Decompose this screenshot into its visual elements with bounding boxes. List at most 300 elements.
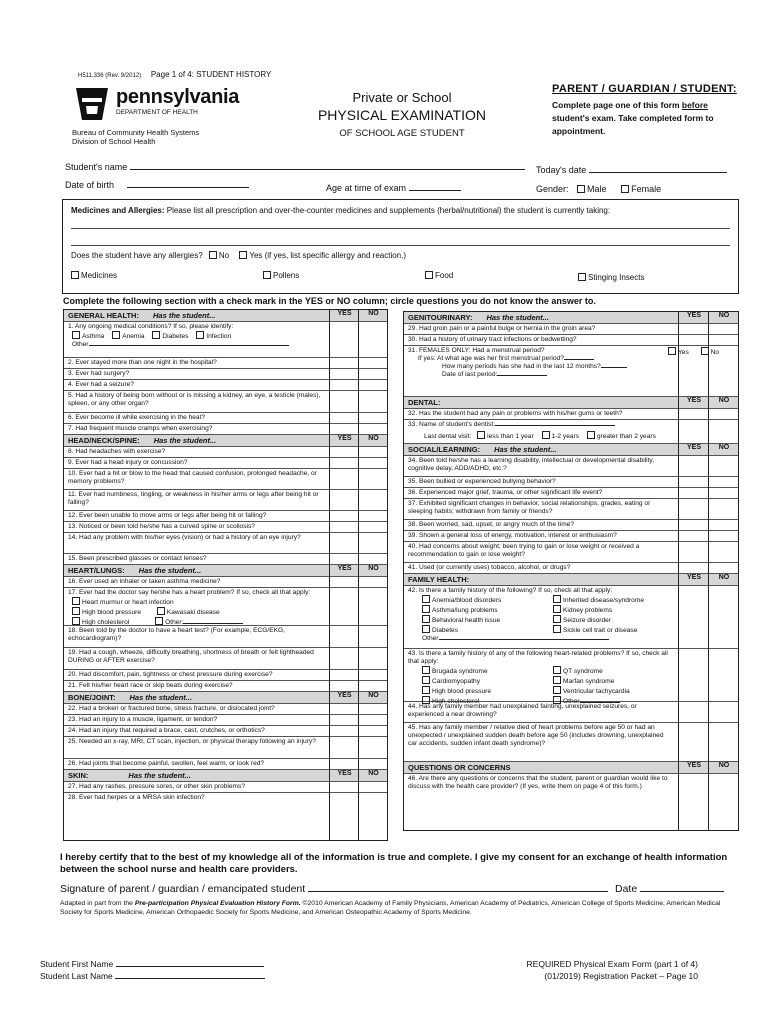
q43-r2: Marfan syndrome (563, 678, 615, 685)
age-label: Age at time of exam (326, 183, 407, 193)
q25-row (64, 737, 387, 759)
dob-input[interactable] (127, 187, 249, 188)
skin-label: SKIN: (68, 771, 89, 780)
q42-r1-checkbox[interactable] (553, 595, 561, 603)
allergy-medicines (71, 271, 117, 280)
q35-row (404, 477, 738, 488)
q32-row (404, 409, 738, 420)
q4-row (64, 380, 387, 391)
geni-header (404, 312, 738, 324)
q13-text: 13. Noticed or been told he/she has a curved spine or scoliosis? (68, 523, 255, 530)
allergies-q-text: Does the student have any allergies? (71, 251, 203, 260)
medicines-checkbox[interactable] (71, 271, 79, 279)
q16-row (64, 577, 387, 588)
q33-b: 1-2 years (551, 433, 580, 440)
q24-row (64, 726, 387, 737)
dob-field (65, 180, 249, 190)
instructions: Complete the following section with a check mark in the YES or NO column; circle questions you do not know the answer to. (63, 296, 596, 306)
q12-text: 12. Ever been unable to move arms or legs after being hit or falling? (68, 512, 267, 519)
q42-r4-checkbox[interactable] (553, 625, 561, 633)
q40-text: 40. Had concerns about weight; been trying to gain or lose weight or received a recommendation to gain or lose weight? (408, 543, 640, 558)
q1-infection: Infection (206, 333, 232, 340)
insects-label: Stinging Insects (588, 273, 645, 282)
q6-text: 6. Ever become ill while exercising in the heat? (68, 414, 206, 421)
q18-text: 18. Been told by the doctor to have a heart test? (For example, ECG/EKG, echocardiogram)? (68, 627, 285, 642)
family-header (404, 574, 738, 586)
q17-b-checkbox[interactable] (72, 607, 80, 615)
q43-r3: Ventricular tachycardia (563, 688, 630, 695)
q36-text: 36. Experienced major grief, trauma, or other significant life event? (408, 489, 603, 496)
q43-l3-checkbox[interactable] (422, 686, 430, 694)
allergy-insects (578, 273, 644, 282)
medicines-allergies-box (62, 199, 739, 294)
adapted-rest: ©2010 American Academy of Family Physicians, American Academy of Pediatrics, American College of Sports Medicine, American Medical Society for Sports Medicine, American Orthopaedic Society for Sports Medicine, and American Osteopathic Academy of Sports Medicine. (60, 900, 721, 916)
q42-l2-checkbox[interactable] (422, 605, 430, 613)
yes-col-header: YES (678, 397, 709, 408)
q41-text: 41. Used (or currently uses) tobacco, alcohol, or drugs? (408, 564, 571, 571)
allergy-no-checkbox[interactable] (209, 251, 217, 259)
q43-l2: Cardiomyopathy (432, 678, 481, 685)
q1-label: 1. Any ongoing medical conditions? If so, please identify: (68, 323, 234, 330)
yes-col-header: YES (678, 312, 709, 323)
yes-col-header: YES (329, 565, 359, 576)
meds-line-1[interactable] (71, 228, 730, 229)
q5-text: 5. Had a history of being born without or is missing a kidney, an eye, a testicle (males), spleen, or any other organ? (68, 392, 321, 407)
no-col-header: NO (358, 310, 388, 321)
q33-b-checkbox[interactable] (542, 431, 550, 439)
general-health-header (64, 310, 387, 322)
dob-label: Date of birth (65, 180, 115, 190)
no-col-header: NO (708, 312, 739, 323)
q31-text (408, 347, 734, 379)
q34-row (404, 456, 738, 477)
q5-row (64, 391, 387, 413)
q35-text: 35. Been bullied or experienced bullying behavior? (408, 478, 556, 485)
q1-other-input[interactable] (89, 345, 289, 346)
q31-b-input[interactable] (601, 367, 627, 368)
q33-c-checkbox[interactable] (587, 431, 595, 439)
general-health-label: GENERAL HEALTH: (68, 311, 139, 320)
q20-text: 20. Had discomfort, pain, tightness or chest pressure during exercise? (68, 671, 273, 678)
todays-date-field (536, 165, 727, 175)
no-col-header: NO (708, 444, 739, 455)
yes-col-header: YES (329, 770, 359, 781)
footer-form-name: REQUIRED Physical Exam Form (part 1 of 4) (526, 959, 698, 969)
q28-text: 28. Ever had herpes or a MRSA skin infection? (68, 794, 205, 801)
q17-e: Other: (165, 619, 184, 626)
logo-name: pennsylvania (116, 86, 240, 108)
q44-row (404, 702, 738, 723)
left-question-table (63, 309, 388, 841)
q43-text (408, 650, 674, 705)
bureau-line2: Division of School Health (72, 137, 156, 146)
meds-prompt (71, 206, 610, 215)
q31-yes-checkbox[interactable] (668, 347, 676, 355)
q43-row (404, 649, 738, 705)
q42-l4: Diabetes (432, 627, 459, 634)
male-label: Male (587, 184, 607, 194)
age-input[interactable] (409, 190, 461, 191)
form-code (78, 70, 271, 79)
q34-text: 34. Been told he/she has a learning disability, intellectual or developmental disability, cognitive delay, ADD/ADHD, etc.? (408, 457, 655, 472)
title-line3: OF SCHOOL AGE STUDENT (339, 128, 465, 139)
q27-row (64, 782, 387, 793)
yes-col-line (678, 312, 679, 830)
bone-title (68, 693, 192, 702)
allergy-pollens (263, 271, 299, 280)
pgs-text1: Complete page one of this form (552, 100, 680, 110)
q42-r4: Sickle cell trait or disease (563, 627, 638, 634)
dental-title: DENTAL: (408, 398, 441, 407)
gender-label: Gender: (536, 184, 569, 194)
social-title (408, 445, 557, 454)
q23-row (64, 715, 387, 726)
skin-sub: Has the student... (128, 771, 191, 780)
q33-c: greater than 2 years (596, 433, 656, 440)
age-field (326, 183, 461, 193)
q42-l5: Other (422, 635, 439, 642)
q9-text: 9. Ever had a head injury or concussion? (68, 459, 188, 466)
q45-text: 45. Has any family member / relative died of heart problems before age 50 or had an unexpected / unexplained sudden death before age 50 (includes drowning, unexplained car accidents, sudden infant death syndrome)? (408, 724, 664, 747)
yes-col-header: YES (678, 444, 709, 455)
keystone-icon (72, 84, 112, 124)
q31-yes: Yes (678, 349, 689, 356)
q17-d-checkbox[interactable] (72, 617, 80, 625)
logo-dept: DEPARTMENT OF HEALTH (116, 109, 198, 116)
q24-text: 24. Had an injury that required a brace, cast, crutches, or orthotics? (68, 727, 265, 734)
q39-row (404, 531, 738, 542)
q42-r2: Kidney problems (563, 607, 613, 614)
signature-line (60, 883, 608, 895)
q22-row (64, 704, 387, 715)
bone-label: BONE/JOINT: (68, 693, 116, 702)
yes-col-line (329, 310, 330, 840)
q33-label: 33. Name of student's dentist: (408, 421, 496, 428)
q17-text (68, 589, 327, 627)
q17-e-checkbox[interactable] (155, 617, 163, 625)
q36-row (404, 488, 738, 499)
meds-label: Medicines and Allergies: (71, 206, 165, 215)
allergy-yes-label: Yes (if yes, list specific allergy and reaction.) (249, 251, 407, 260)
q1-anemia: Anemia (122, 333, 145, 340)
q8-text: 8. Had headaches with exercise? (68, 448, 166, 455)
q42-other-input[interactable] (439, 639, 609, 640)
q10-text: 10. Ever had a hit or blow to the head that caused confusion, prolonged headache, or memory problems? (68, 470, 317, 485)
head-header (64, 435, 387, 447)
q46-text: 46. Are there any questions or concerns that the student, parent or guardian would like to discuss with the health care provider? (If yes, write them on page 4 of this form.) (408, 775, 668, 790)
q1-row (64, 322, 387, 358)
social-sub: Has the student... (494, 445, 557, 454)
q43-l1-checkbox[interactable] (422, 666, 430, 674)
certification-statement: I hereby certify that to the best of my knowledge all of the information is true and complete. I give my consent for an exchange of health information between the school nurse and health care providers. (60, 852, 728, 875)
footer-first-name-label: Student First Name (40, 959, 114, 969)
q42-text (408, 587, 674, 645)
student-name-label: Student's name (65, 162, 128, 172)
adapted-title: Pre-participation Physical Evaluation History Form. (134, 900, 301, 907)
dental-header (404, 397, 738, 409)
q42-l3: Behavioral health issue (432, 617, 501, 624)
footer-first-name-input[interactable] (116, 966, 264, 967)
q8-row (64, 447, 387, 458)
footer-last-name-label: Student Last Name (40, 971, 113, 981)
q38-text: 38. Been worried, sad, upset, or angry much of the time? (408, 521, 575, 528)
q29-text: 29. Had groin pain or a painful bulge or hernia in the groin area? (408, 325, 596, 332)
q6-row (64, 413, 387, 424)
pollens-checkbox[interactable] (263, 271, 271, 279)
q31-b: How many periods has she had in the last 12 months? (442, 363, 601, 370)
general-health-title (68, 311, 216, 320)
q21-row (64, 681, 387, 692)
family-title: FAMILY HEALTH: (408, 575, 470, 584)
pgs-title: PARENT / GUARDIAN / STUDENT: (552, 83, 737, 95)
q43-l2-checkbox[interactable] (422, 676, 430, 684)
q26-row (64, 759, 387, 770)
q18-row (64, 626, 387, 648)
date-label: Date (615, 883, 638, 895)
title-line1: Private or School (352, 90, 452, 105)
social-header (404, 444, 738, 456)
q38-row (404, 520, 738, 531)
q21-text: 21. Felt his/her heart race or skip beats during exercise? (68, 682, 233, 689)
skin-title (68, 771, 191, 780)
q1-text (68, 323, 327, 349)
q43-l4: High cholesterol (432, 698, 480, 705)
q23-text: 23. Had an injury to a muscle, ligament, or tendon? (68, 716, 218, 723)
q45-row (404, 723, 738, 762)
q44-text: 44. Has any family member had unexplained fainting, unexplained seizures, or experienced a near drowning? (408, 703, 637, 718)
head-label: HEAD/NECK/SPINE: (68, 436, 140, 445)
heart-label: HEART/LUNGS: (68, 566, 125, 575)
q42-row (404, 586, 738, 649)
q11-row (64, 490, 387, 511)
q32-text: 32. Has the student had any pain or problems with his/her gums or teeth? (408, 410, 623, 417)
q11-text: 11. Ever had numbness, tingling, or weakness in his/her arms or legs after being hit or falling? (68, 491, 319, 506)
bone-sub: Has the student... (129, 693, 193, 702)
bone-header (64, 692, 387, 704)
pgs-text2: student's exam. Take completed form to (552, 113, 714, 123)
pollens-label: Pollens (273, 271, 300, 280)
pgs-text (552, 99, 742, 138)
q10-row (64, 469, 387, 490)
no-col-header: NO (708, 397, 739, 408)
q9-row (64, 458, 387, 469)
q17-c-checkbox[interactable] (157, 607, 165, 615)
q1-diabetes-checkbox[interactable] (152, 331, 160, 339)
allergy-yes-checkbox[interactable] (239, 251, 247, 259)
q31-a-input[interactable] (564, 359, 594, 360)
pgs-instructions (552, 83, 742, 138)
q17-label: 17. Ever had the doctor say he/she has a heart problem? If so, check all that apply: (68, 589, 311, 596)
no-col-header: NO (708, 762, 739, 773)
skin-header (64, 770, 387, 782)
pgs-text3: appointment. (552, 126, 606, 136)
q43-label: 43. Is there a family history of any of the following heart-related problems? If so, check all that apply: (408, 650, 668, 665)
q33-a-checkbox[interactable] (477, 431, 485, 439)
q42-l3-checkbox[interactable] (422, 615, 430, 623)
q43-l1: Brugada syndrome (432, 668, 488, 675)
q43-r1: QT syndrome (563, 668, 603, 675)
pa-health-logo (72, 84, 240, 124)
q31-label: 31. FEMALES ONLY: Had a menstrual period? (408, 347, 545, 354)
allergies-question (71, 251, 406, 260)
allergy-food (425, 271, 453, 280)
q12-row (64, 511, 387, 522)
social-label: SOCIAL/LEARNING: (408, 445, 481, 454)
q31-c: Date of last period: (442, 371, 498, 378)
q29-row (404, 324, 738, 335)
questions-title: QUESTIONS OR CONCERNS (408, 763, 511, 772)
signature-input[interactable] (308, 891, 608, 892)
q42-r2-checkbox[interactable] (553, 605, 561, 613)
q41-row (404, 563, 738, 574)
todays-date-label: Today's date (536, 165, 587, 175)
q42-l1-checkbox[interactable] (422, 595, 430, 603)
food-checkbox[interactable] (425, 271, 433, 279)
female-label: Female (631, 184, 662, 194)
q17-a: Heart murmur or heart infection (82, 599, 174, 606)
right-question-table (403, 311, 739, 831)
male-checkbox[interactable] (577, 185, 585, 193)
general-health-sub: Has the student... (152, 311, 216, 320)
q43-r3-checkbox[interactable] (553, 686, 561, 694)
q31-no: No (710, 349, 720, 356)
heart-sub: Has the student... (138, 566, 202, 575)
footer-packet: (01/2019) Registration Packet – Page 10 (544, 971, 698, 981)
head-sub: Has the student... (153, 436, 217, 445)
pgs-before: before (681, 100, 708, 110)
q43-r1-checkbox[interactable] (553, 666, 561, 674)
date-line (615, 883, 724, 895)
questions-header (404, 762, 738, 774)
q39-text: 39. Shown a general loss of energy, motivation, interest or enthusiasm? (408, 532, 617, 539)
q2-text: 2. Ever stayed more than one night in the hospital? (68, 359, 217, 366)
q42-l2: Asthma/lung problems (432, 607, 498, 614)
q1-asthma-checkbox[interactable] (72, 331, 80, 339)
q33-row (404, 420, 738, 444)
q33-a: less than 1 year (487, 433, 534, 440)
q37-row (404, 499, 738, 520)
q16-text: 16. Ever used an inhaler or taken asthma medicine? (68, 578, 221, 585)
q42-l4-checkbox[interactable] (422, 625, 430, 633)
q13-row (64, 522, 387, 533)
q19-text: 19. Had a cough, wheeze, difficulty breathing, shortness of breath or felt lightheaded DURING or AFTER exercise? (68, 649, 314, 664)
q33-text (408, 421, 734, 441)
no-col-header: NO (708, 574, 739, 585)
q40-row (404, 542, 738, 563)
q28-row (64, 793, 387, 803)
q42-l1: Anemia/blood disorders (432, 597, 502, 604)
female-checkbox[interactable] (621, 185, 629, 193)
q30-row (404, 335, 738, 346)
q1-anemia-checkbox[interactable] (112, 331, 120, 339)
yes-col-header: YES (678, 762, 709, 773)
no-col-header: NO (358, 565, 388, 576)
q17-other-input[interactable] (183, 623, 243, 624)
q46-row (404, 774, 738, 804)
form-title (302, 90, 502, 139)
q43-r4: Other (563, 698, 580, 705)
bureau-line1: Bureau of Community Health Systems (72, 128, 200, 137)
head-title (68, 436, 216, 445)
q17-a-checkbox[interactable] (72, 597, 80, 605)
form-code-text: H511.336 (Rev. 9/2012) (78, 73, 142, 79)
q42-label: 42. Is there a family history of the following? If so, check all that apply: (408, 587, 613, 594)
q4-text: 4. Ever had a seizure? (68, 381, 134, 388)
q42-r3-checkbox[interactable] (553, 615, 561, 623)
q2-row (64, 358, 387, 369)
q19-row (64, 648, 387, 670)
food-label: Food (435, 271, 454, 280)
q43-l3: High blood pressure (432, 688, 492, 695)
yes-col-header: YES (329, 310, 359, 321)
heart-title (68, 566, 201, 575)
student-name-field (65, 162, 525, 172)
geni-title (408, 313, 549, 322)
footer-last-name-input[interactable] (115, 978, 265, 979)
meds-line-2[interactable] (71, 245, 730, 246)
q30-text: 30. Had a history of urinary tract infections or bedwetting? (408, 336, 577, 343)
student-name-input[interactable] (130, 169, 525, 170)
q31-c-input[interactable] (497, 375, 547, 376)
q20-row (64, 670, 387, 681)
yes-col-header: YES (678, 574, 709, 585)
todays-date-input[interactable] (589, 172, 727, 173)
no-col-line (708, 312, 709, 830)
no-col-header: NO (358, 770, 388, 781)
q27-text: 27. Had any rashes, pressure sores, or other skin problems? (68, 783, 246, 790)
q15-row (64, 554, 387, 565)
allergy-no-label: No (218, 251, 230, 260)
geni-label: GENITOURINARY: (408, 313, 473, 322)
packet-footer (500, 958, 698, 982)
q22-text: 22. Had a broken or fractured bone, stress fracture, or dislocated joint? (68, 705, 275, 712)
medicines-label: Medicines (81, 271, 118, 280)
heart-header (64, 565, 387, 577)
q3-text: 3. Ever had surgery? (68, 370, 130, 377)
gender-field (536, 184, 661, 194)
page-label: Page 1 of 4: STUDENT HISTORY (150, 70, 272, 79)
q17-d: High cholesterol (82, 619, 130, 626)
q25-text: 25. Needed an x-ray, MRI, CT scan, injection, or physical therapy following an injury? (68, 738, 316, 745)
bureau-block (72, 128, 199, 146)
no-col-line (358, 310, 359, 840)
q33-last: Last dental visit: (424, 433, 472, 440)
insects-checkbox[interactable] (578, 273, 586, 281)
date-input[interactable] (640, 891, 724, 892)
q14-text: 14. Had any problem with his/her eyes (vision) or had a history of an eye injury? (68, 534, 301, 541)
q17-row (64, 588, 387, 626)
q37-text: 37. Exhibited significant changes in behavior, social relationships, grades, eating or sleeping habits; withdrawn from family or friends? (408, 500, 651, 515)
q31-row (404, 346, 738, 397)
student-name-footer (40, 958, 265, 982)
q17-c: Kawasaki disease (166, 609, 220, 616)
yes-col-header: YES (329, 435, 359, 446)
geni-sub: Has the student... (486, 313, 549, 322)
adapted-prefix: Adapted in part from the (60, 900, 133, 907)
q43-r2-checkbox[interactable] (553, 676, 561, 684)
q42-r3: Seizure disorder (563, 617, 612, 624)
q3-row (64, 369, 387, 380)
title-line2: PHYSICAL EXAMINATION (317, 107, 487, 123)
q1-infection-checkbox[interactable] (196, 331, 204, 339)
q7-text: 7. Had frequent muscle cramps when exercising? (68, 425, 213, 432)
q31-a: If yes: At what age was her first menstrual period? (418, 355, 564, 362)
q33-input[interactable] (495, 425, 615, 426)
yes-col-header: YES (329, 692, 359, 703)
adapted-note (60, 900, 742, 917)
q1-asthma: Asthma (82, 333, 105, 340)
q7-row (64, 424, 387, 435)
